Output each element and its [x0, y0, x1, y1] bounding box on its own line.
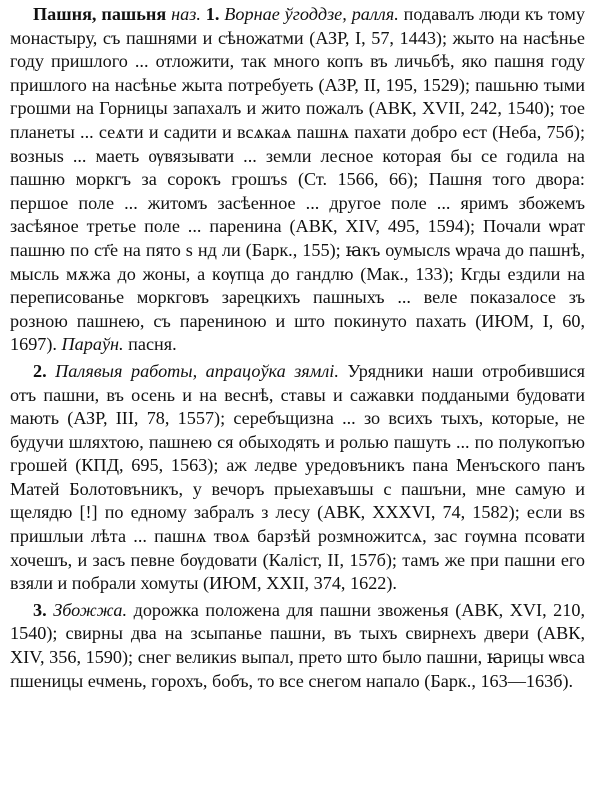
- sense-gloss: Ворнае ўгоддзе, ралля.: [224, 4, 399, 24]
- cross-reference-label: Параўн.: [61, 334, 124, 355]
- sense-2-paragraph: [10, 360, 585, 596]
- sense-number: 1.: [205, 4, 220, 24]
- sense-3-paragraph: [10, 599, 585, 693]
- sense-citations: Урядники наши отробившися отъ пашни, въ осень и на веснѣ, ставы и сажавки поддаными будовати мають (АЗР, III, 78, 1557); серебъщизна ... зо всихъ тыхъ, которые, не будучи шляхтою, пашнею ся обыходять и ролью пашуть ... по полукопъю грошей (КПД, 695, 1563); аж ледве уредовъникъ пана Менъского панъ Матей Болотовъникъ, у вечоръ прыехавъшы с пашъни, мне самую и щелядю [!] по едному забралъ з лесу (АВК, XXXVI, 74, 1582); если вs пришлыи лѣта ... пашнѧ твоѧ барзѣй розмножитсѧ, зас гѹмна псовати хочешъ, и засъ певне бѹдовати (Каліст, II, 157б); тамъ же при пашни его взяли и побрали хомуты (ИЮМ, XXII, 374, 1622).: [10, 360, 586, 594]
- sense-number: 3.: [33, 599, 47, 620]
- sense-gloss: Палявыя работы, апрацоўка зямлі.: [55, 360, 339, 381]
- headword: Пашня, пашьня: [33, 4, 167, 24]
- part-of-speech: наз.: [171, 4, 201, 24]
- sense-citations: дорожка положена для пашни звоженья (АВК, XVI, 210, 1540); свирны два на зсыпанье пашни, въ тыхъ свирнехъ двери (АВК, XIV, 356, 1590); снег великиs выпал, прето што было пашни, ꙗрицы ѡвса пшеницы ечмень, горохъ, бобъ, то все снегом напало (Барк., 163—163б).: [10, 599, 586, 691]
- sense-gloss: Збожжа.: [53, 599, 127, 620]
- cross-reference-word: пасня.: [128, 334, 177, 355]
- sense-number: 2.: [33, 360, 47, 381]
- sense-1-paragraph: [10, 3, 585, 357]
- sense-citations: подавалъ люди къ тому монастыру, съ пашнями и сѣножатми (АЗР, I, 57, 1443); жыто на насѣнье году пришлого ... отложити, так много копъ въ личьбѣ, яко пашня году пришлого на насѣнье жыта потребуеть (АЗР, II, 195, 1529); пашьню тыми грошми на Горницы запахалъ и жито пожалъ (АВК, XVII, 242, 1540); тое планеты ... сеѧти и садити и всѧкаѧ пашнѧ пахати добро ест (Неба, 75б); возныs ... маеть ѹвязывати ... земли лесное которая бы се годила на пашню моркгъ за сорокъ грошъs (Ст. 1566, 66); Пашня того двора: першое поле ... житомъ засѣенное ... другое поле ... яримъ збожемъ засѣяное третье поле ... паренина (АВК, XIV, 495, 1594); Почали ѡрат пашню по ст҃е на пято s нд ли (Барк., 155); ꙗкъ оумыслs ѡрача до пашнѣ, мысль мѫжа до жоны, а кѹпца до гандлю (Мак., 133); Кгды ездили на переписованье моркговъ зарецкихъ пашныхъ ... веле показалосе зъ розною пашнею, съ парениною и што покинуто пахать (ИЮМ, I, 60, 1697).: [10, 4, 586, 355]
